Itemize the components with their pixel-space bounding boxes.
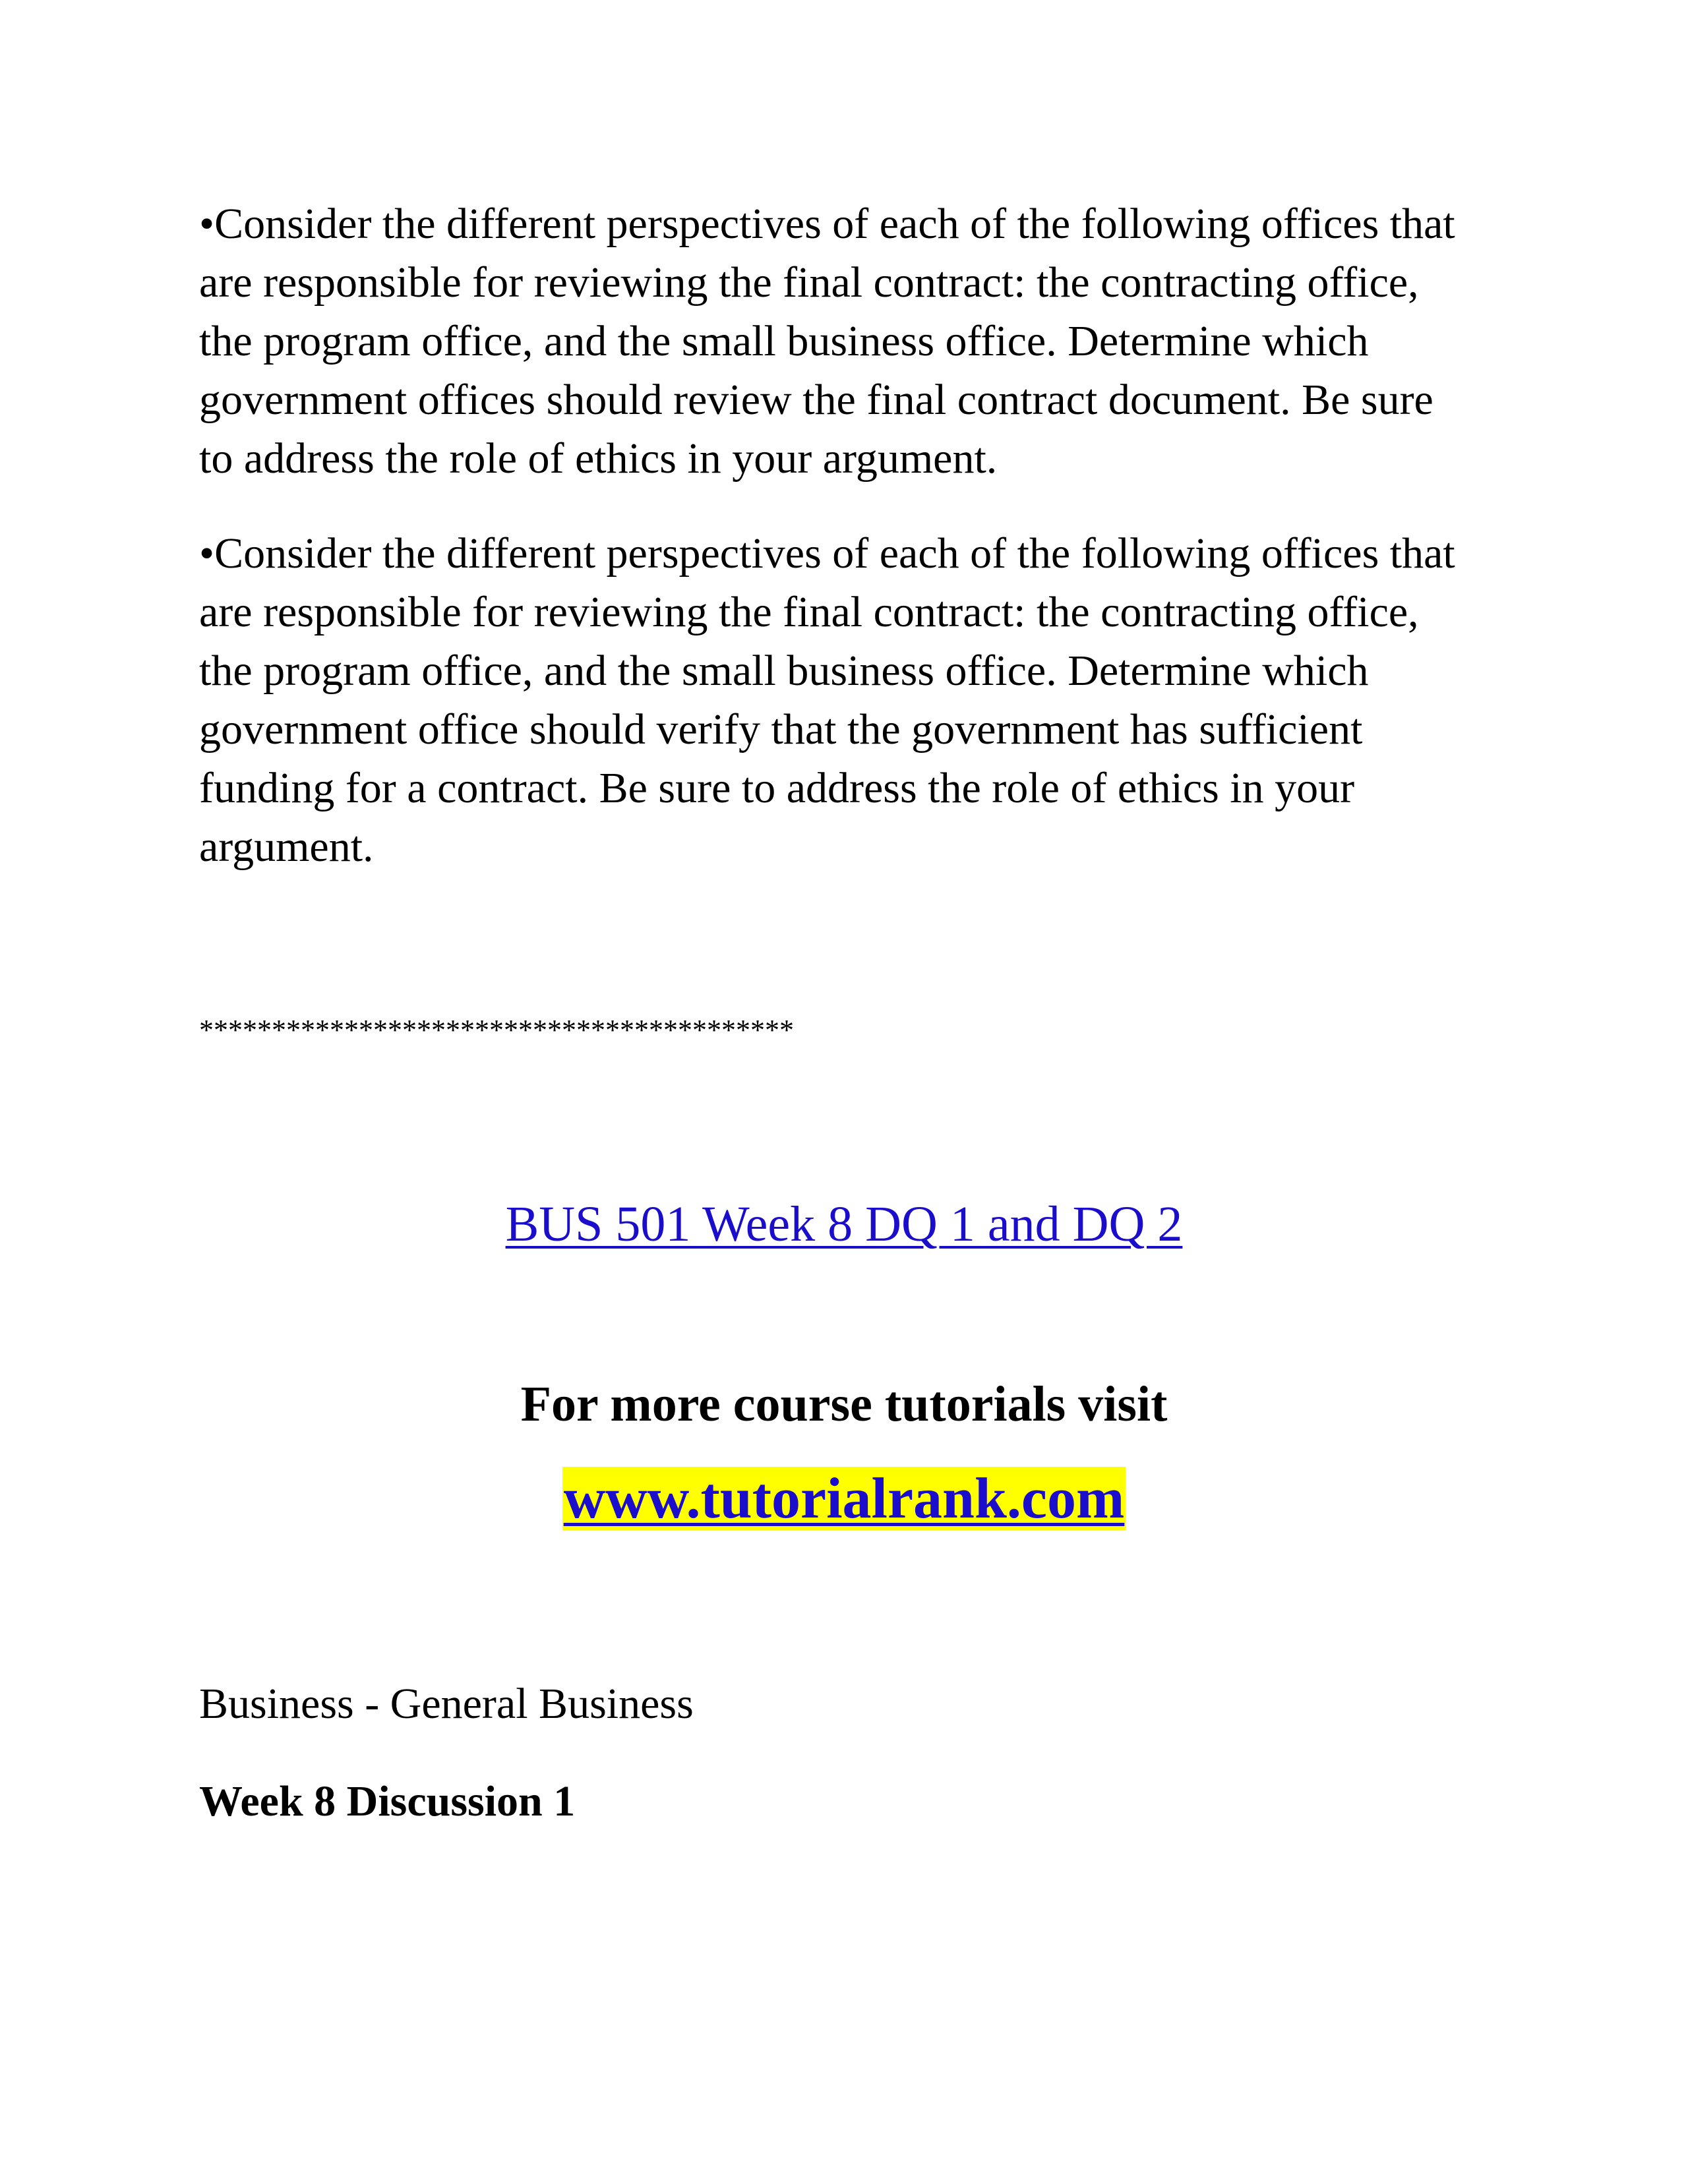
website-link[interactable]: www.tutorialrank.com <box>563 1467 1125 1531</box>
visit-prompt: For more course tutorials visit <box>520 1376 1168 1432</box>
category-label: Business - General Business <box>199 1680 694 1728</box>
course-title-link[interactable]: BUS 501 Week 8 DQ 1 and DQ 2 <box>505 1196 1183 1252</box>
asterisk-separator: ***************************************** <box>199 1014 794 1046</box>
paragraph-office-review: •Consider the different perspectives of each of the following offices that are responsible for reviewing the final contract: the contracting office, the program office, and the small business office. Determine which government offices should review the final contract document. Be sure to address the role of ethics in your argument. <box>199 200 1455 483</box>
website-line <box>0 1465 1688 1533</box>
week-discussion-heading: Week 8 Discussion 1 <box>199 1777 576 1825</box>
course-title-line <box>0 1195 1688 1254</box>
paragraph-funding-verification: •Consider the different perspectives of each of the following offices that are responsible for reviewing the final contract: the contracting office, the program office, and the small business office. Determine which government office should verify that the government has sufficient funding for a contract. Be sure to address the role of ethics in your argument. <box>199 529 1455 871</box>
